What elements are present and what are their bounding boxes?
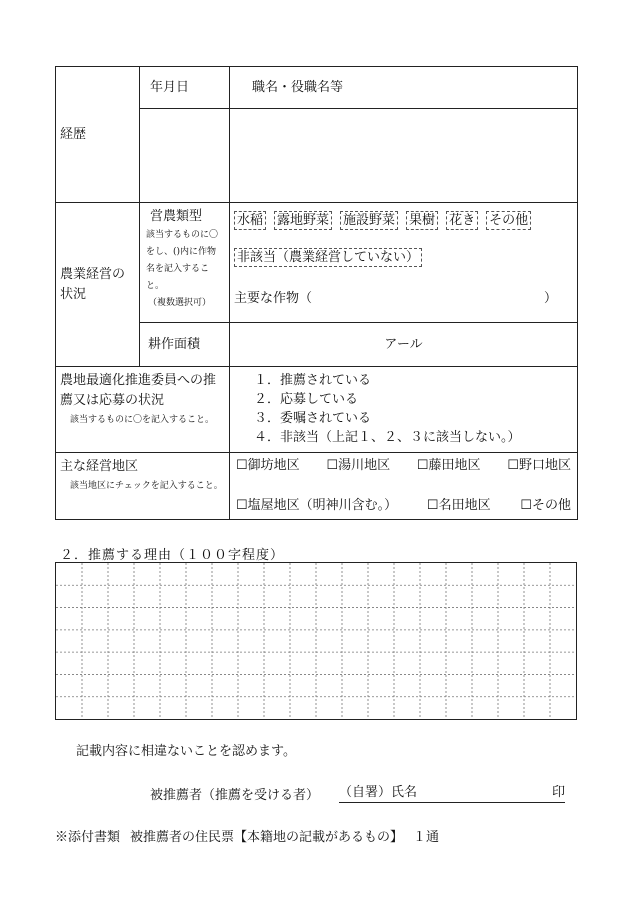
- district-fujita[interactable]: ☐藤田地区: [416, 458, 481, 473]
- main-crop-row: [234, 287, 573, 306]
- confirmation-statement: 記載内容に相違ないことを認めます。: [76, 744, 296, 759]
- committee-label-cell: [56, 367, 230, 453]
- district-gobo[interactable]: ☐御坊地区: [236, 458, 300, 473]
- farming-type-row: [56, 203, 578, 323]
- district-note: 該当地区にチェックを記入すること。: [70, 481, 223, 491]
- reason-grid-lines: [56, 563, 576, 719]
- option-rice[interactable]: 水稲: [234, 211, 266, 230]
- signature-name-label: （自署）氏名: [339, 785, 418, 800]
- main-crop-close: ）: [543, 291, 557, 306]
- district-nada[interactable]: ☐名田地区: [426, 498, 491, 513]
- farming-type-note2: （複数選択可）: [148, 298, 212, 308]
- attachment-count: １通: [413, 830, 440, 845]
- district-label: 主な経営地区: [60, 459, 139, 474]
- district-row: [56, 453, 578, 520]
- main-crop-label: 主要な作物（: [234, 291, 313, 306]
- district-row-1: [236, 457, 571, 475]
- career-date-header: 年月日: [140, 67, 230, 109]
- district-label-cell: [56, 453, 230, 520]
- committee-item-not-applicable[interactable]: ４．非該当（上記１、２、３に該当しない。）: [254, 430, 521, 445]
- option-non-applicable[interactable]: 非該当（農業経営していない）: [234, 248, 422, 267]
- farming-type-cell: [140, 203, 230, 323]
- option-flowers[interactable]: 花き: [446, 211, 478, 230]
- career-label: 経歴: [56, 67, 140, 203]
- committee-items-cell: [230, 367, 578, 453]
- farming-label: [56, 203, 140, 367]
- committee-item-commissioned[interactable]: ３．委嘱されている: [254, 411, 372, 426]
- district-shioya[interactable]: ☐塩屋地区（明神川含む。）: [236, 498, 398, 513]
- committee-row: [56, 367, 578, 453]
- career-header-row: [56, 67, 578, 109]
- farming-options-cell: [230, 203, 578, 323]
- area-label: 耕作面積: [140, 323, 230, 367]
- reason-writing-grid[interactable]: [55, 562, 577, 720]
- district-other[interactable]: ☐その他: [520, 498, 571, 513]
- option-greenhouse-vegetables[interactable]: 施設野菜: [340, 211, 398, 230]
- seal-mark: 印: [552, 785, 566, 800]
- area-unit[interactable]: アール: [230, 323, 578, 367]
- career-title-header: 職名・役職名等: [230, 67, 578, 109]
- attachment-doc: 被推薦者の住民票【本籍地の記載があるもの】: [130, 830, 404, 845]
- signature-field[interactable]: [339, 784, 565, 803]
- signer-role: 被推薦者（推薦を受ける者）: [150, 788, 320, 803]
- attachment-line: [55, 826, 449, 845]
- option-other[interactable]: その他: [486, 211, 531, 230]
- attachment-label: ※添付書類: [55, 830, 121, 845]
- district-yukawa[interactable]: ☐湯川地区: [326, 458, 391, 473]
- option-outdoor-vegetables[interactable]: 露地野菜: [274, 211, 332, 230]
- committee-label: 農地最適化推進委員への推薦又は応募の状況: [60, 373, 217, 408]
- option-fruit-trees[interactable]: 果樹: [406, 211, 438, 230]
- career-title-input[interactable]: [230, 109, 578, 203]
- farming-label-text: 農業経営の状況: [60, 266, 126, 302]
- district-noguchi[interactable]: ☐野口地区: [507, 458, 571, 473]
- committee-item-recommended[interactable]: １．推薦されている: [254, 373, 372, 388]
- farming-type-note: 該当するものに〇をし、()内に作物名を記入すること。: [146, 230, 219, 291]
- signer-line: [150, 784, 565, 803]
- farming-options: [234, 211, 573, 230]
- reason-title: ２．推薦する理由（１００字程度）: [60, 548, 285, 563]
- district-options-cell: [230, 453, 578, 520]
- committee-note: 該当するものに〇を記入すること。: [70, 415, 215, 425]
- district-row-2: [236, 497, 571, 515]
- farming-type-title: 営農類型: [150, 209, 203, 224]
- career-date-input[interactable]: [140, 109, 230, 203]
- committee-item-applied[interactable]: ２．応募している: [254, 392, 359, 407]
- application-form-table: [55, 66, 578, 520]
- non-applicable-row: [234, 248, 573, 267]
